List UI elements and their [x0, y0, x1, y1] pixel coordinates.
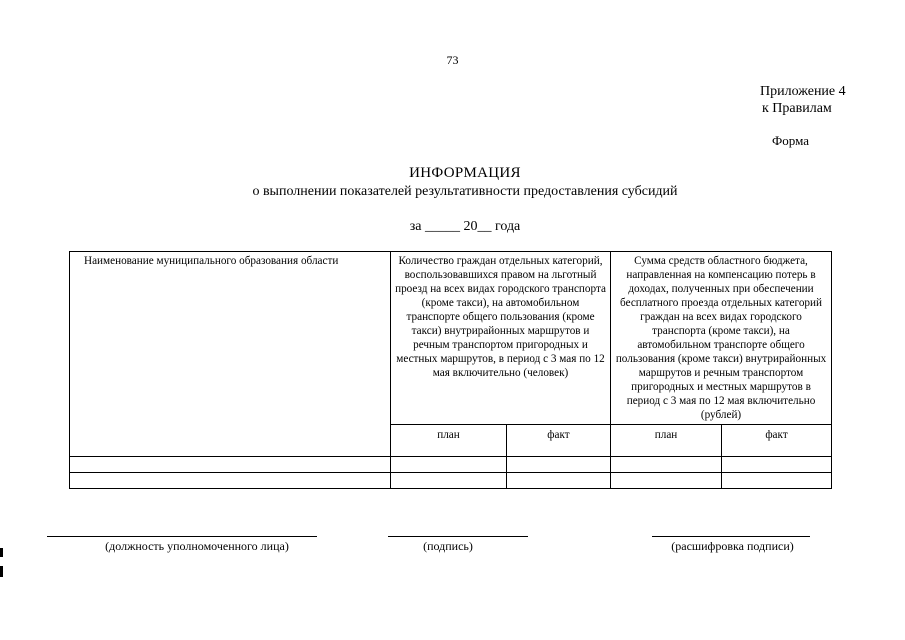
- table-row: [70, 473, 832, 489]
- table-cell: [722, 473, 832, 489]
- position-caption: (должность уполномоченного лица): [105, 539, 289, 553]
- citizens-plan-header: план: [391, 425, 507, 457]
- decoding-signature-line: [652, 536, 810, 537]
- scan-edge-mark: [0, 566, 3, 577]
- position-signature-line: [47, 536, 317, 537]
- reporting-period: за _____ 20__ года: [409, 219, 521, 234]
- budget-sum-column-header: Сумма средств областного бюджета, направленная на компенсацию потерь в доходах, полученных при обеспечении бесплатного проезда отдельных категорий граждан на всех видах городского транспорта (кроме такси), на автомобильном транспорте общего пользования (кроме такси) внутрирайонных маршрутов и речным транспортом пригородных и местных маршрутов в период с 3 мая по 12 мая включительно (рублей): [611, 252, 832, 425]
- signature-line: [388, 536, 528, 537]
- table-cell: [507, 457, 611, 473]
- budget-fact-header: факт: [722, 425, 832, 457]
- municipality-column-header: Наименование муниципального образования области: [70, 252, 391, 457]
- table-cell: [391, 457, 507, 473]
- table-cell: [722, 457, 832, 473]
- decoding-caption: (расшифровка подписи): [671, 539, 794, 553]
- appendix-reference: [760, 83, 846, 117]
- table-cell: [507, 473, 611, 489]
- document-title: ИНФОРМАЦИЯ: [409, 165, 521, 181]
- appendix-line-2: к Правилам: [762, 101, 832, 116]
- page-number: 73: [446, 53, 459, 67]
- report-table: [69, 251, 832, 489]
- budget-plan-header: план: [611, 425, 722, 457]
- citizens-fact-header: факт: [507, 425, 611, 457]
- appendix-line-1: Приложение 4: [760, 84, 846, 99]
- citizens-count-column-header: Количество граждан отдельных категорий, воспользовавшихся правом на льготный проезд на всех видах городского транспорта (кроме такси), на автомобильном транспорте общего пользования (кроме такси) внутрирайонных маршрутов и речным транспортом пригородных и местных маршрутов, в период с 3 мая по 12 мая включительно (человек): [391, 252, 611, 425]
- table-cell: [611, 457, 722, 473]
- document-subtitle: о выполнении показателей результативности предоставления субсидий: [252, 184, 678, 199]
- table-row: [70, 457, 832, 473]
- table-header-row: [70, 252, 832, 425]
- table-cell: [391, 473, 507, 489]
- table-cell: [70, 457, 391, 473]
- table-cell: [611, 473, 722, 489]
- form-label: Форма: [772, 133, 809, 148]
- signature-caption: (подпись): [423, 539, 473, 553]
- scan-edge-mark: [0, 548, 3, 557]
- table-cell: [70, 473, 391, 489]
